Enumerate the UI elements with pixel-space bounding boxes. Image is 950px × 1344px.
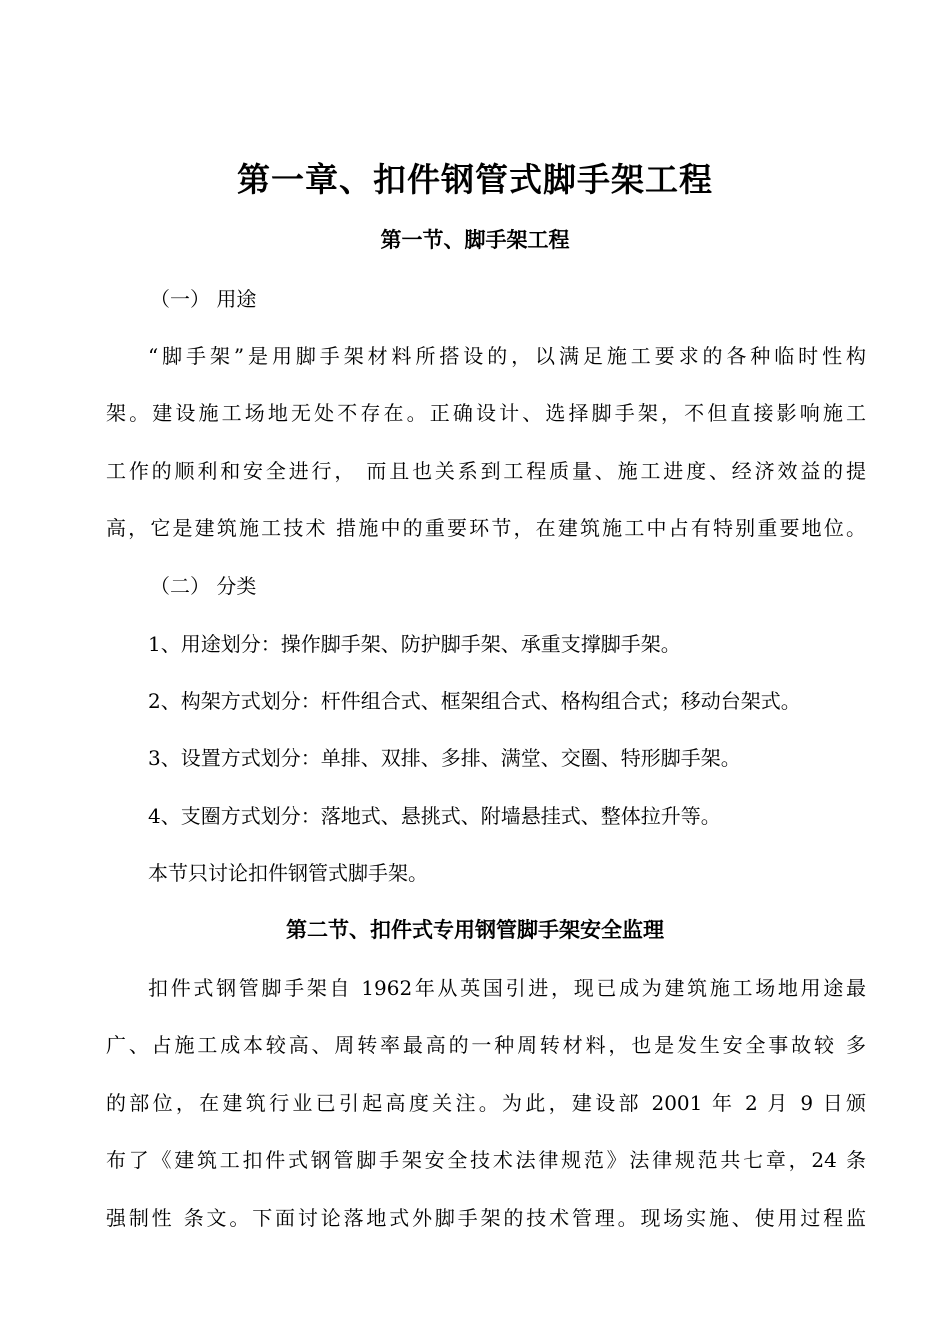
paragraph-line: 的部位，在建筑行业已引起高度关注。为此，建设部 2001 年 2 月 9 日颁	[106, 1091, 866, 1115]
paragraph-line: 架。建设施工场地无处不存在。正确设计、选择脚手架，不但直接影响施工	[106, 401, 866, 425]
subsection-heading-classification: （二） 分类	[150, 574, 257, 598]
list-item: 4、支圈方式划分：落地式、悬挑式、附墙悬挂式、整体拉升等。	[148, 804, 721, 828]
paragraph-line: 扣件式钢管脚手架自 1962年从英国引进，现已成为建筑施工场地用途最	[148, 976, 866, 1000]
list-item: 1、用途划分：操作脚手架、防护脚手架、承重支撑脚手架。	[148, 632, 681, 656]
list-item: 3、设置方式划分：单排、双排、多排、满堂、交圈、特形脚手架。	[148, 746, 741, 770]
list-item: 2、构架方式划分：杆件组合式、框架组合式、格构组合式；移动台架式。	[148, 689, 801, 713]
paragraph-line: 高，它是建筑施工技术 措施中的重要环节，在建筑施工中占有特别重要地位。	[106, 516, 866, 540]
subsection-heading-usage: （一） 用途	[150, 287, 257, 311]
section-1-title: 第一节、脚手架工程	[380, 227, 570, 252]
closing-sentence: 本节只讨论扣件钢管式脚手架。	[148, 861, 428, 885]
section-2-title: 第二节、扣件式专用钢管脚手架安全监理	[286, 917, 664, 942]
paragraph-line: “脚手架”是用脚手架材料所搭设的，以满足施工要求的各种临时性构	[148, 344, 866, 368]
paragraph-line: 广、占施工成本较高、周转率最高的一种周转材料，也是发生安全事故较 多	[106, 1033, 866, 1057]
paragraph-line: 工作的顺利和安全进行， 而且也关系到工程质量、施工进度、经济效益的提	[106, 459, 866, 483]
paragraph-line: 布了《建筑工扣件式钢管脚手架安全技术法律规范》法律规范共七章，24 条	[106, 1148, 866, 1172]
chapter-title: 第一章、扣件钢管式脚手架工程	[237, 160, 713, 199]
paragraph-line: 强制性 条文。下面讨论落地式外脚手架的技术管理。现场实施、使用过程监	[106, 1206, 866, 1230]
